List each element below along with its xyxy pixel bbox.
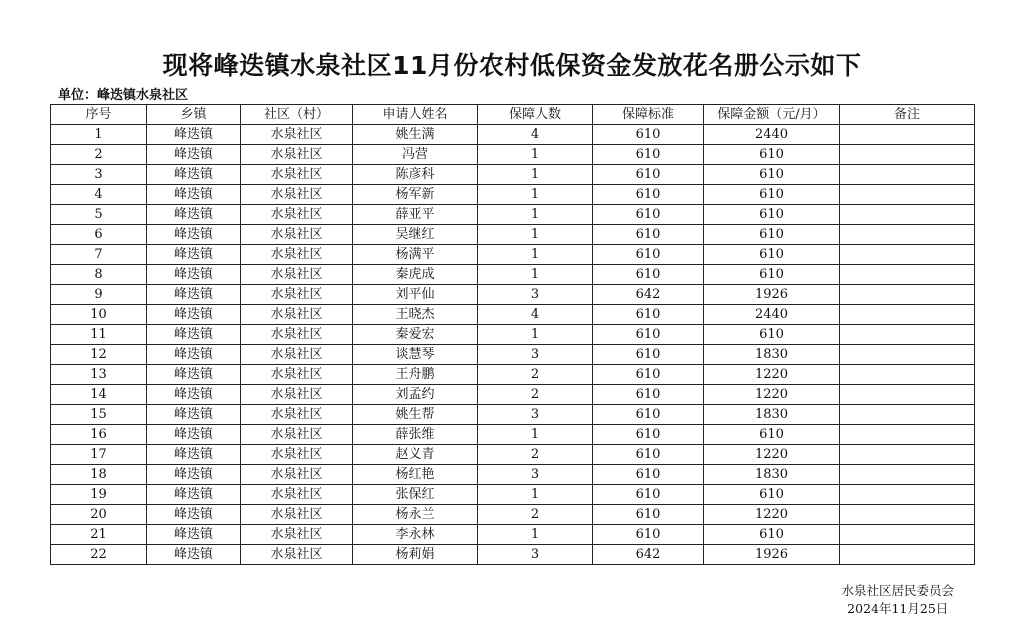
table-row — [51, 325, 975, 345]
cell-amount: 1830 — [704, 465, 840, 485]
cell-index: 11 — [51, 325, 147, 345]
cell-index: 1 — [51, 125, 147, 145]
cell-standard: 610 — [593, 165, 704, 185]
cell-amount: 2440 — [704, 125, 840, 145]
cell-community: 水泉社区 — [241, 345, 353, 365]
table-row — [51, 445, 975, 465]
cell-standard: 610 — [593, 365, 704, 385]
cell-amount: 1926 — [704, 545, 840, 565]
cell-community: 水泉社区 — [241, 425, 353, 445]
cell-index: 6 — [51, 225, 147, 245]
cell-amount: 610 — [704, 525, 840, 545]
cell-standard: 610 — [593, 185, 704, 205]
cell-standard: 610 — [593, 325, 704, 345]
page-title: 现将峰迭镇水泉社区11月份农村低保资金发放花名册公示如下 — [162, 51, 862, 80]
cell-standard: 642 — [593, 545, 704, 565]
cell-people: 1 — [478, 525, 593, 545]
cell-remark — [840, 145, 975, 165]
table-row — [51, 305, 975, 325]
cell-community: 水泉社区 — [241, 485, 353, 505]
unit-value: 峰迭镇水泉社区 — [97, 88, 189, 103]
cell-town: 峰迭镇 — [147, 185, 241, 205]
col-header-applicant: 申请人姓名 — [353, 105, 478, 125]
cell-index: 7 — [51, 245, 147, 265]
cell-applicant: 姚生帮 — [353, 405, 478, 425]
cell-remark — [840, 245, 975, 265]
cell-community: 水泉社区 — [241, 185, 353, 205]
cell-town: 峰迭镇 — [147, 285, 241, 305]
cell-community: 水泉社区 — [241, 225, 353, 245]
cell-community: 水泉社区 — [241, 285, 353, 305]
cell-index: 9 — [51, 285, 147, 305]
cell-standard: 610 — [593, 485, 704, 505]
table-row — [51, 525, 975, 545]
cell-amount: 1220 — [704, 365, 840, 385]
table-row — [51, 485, 975, 505]
cell-index: 5 — [51, 205, 147, 225]
footer-date: 2024年11月25日 — [847, 601, 949, 616]
table-row — [51, 145, 975, 165]
cell-community: 水泉社区 — [241, 265, 353, 285]
cell-index: 16 — [51, 425, 147, 445]
cell-community: 水泉社区 — [241, 305, 353, 325]
cell-applicant: 赵义青 — [353, 445, 478, 465]
cell-people: 1 — [478, 145, 593, 165]
table-row — [51, 285, 975, 305]
cell-index: 8 — [51, 265, 147, 285]
cell-people: 1 — [478, 225, 593, 245]
cell-applicant: 王晓杰 — [353, 305, 478, 325]
cell-applicant: 杨永兰 — [353, 505, 478, 525]
cell-remark — [840, 465, 975, 485]
cell-community: 水泉社区 — [241, 165, 353, 185]
table-row — [51, 205, 975, 225]
col-header-people: 保障人数 — [478, 105, 593, 125]
cell-remark — [840, 265, 975, 285]
cell-people: 1 — [478, 325, 593, 345]
cell-town: 峰迭镇 — [147, 165, 241, 185]
cell-standard: 610 — [593, 225, 704, 245]
cell-people: 1 — [478, 205, 593, 225]
cell-standard: 610 — [593, 445, 704, 465]
cell-remark — [840, 205, 975, 225]
cell-town: 峰迭镇 — [147, 245, 241, 265]
col-header-town: 乡镇 — [147, 105, 241, 125]
cell-remark — [840, 425, 975, 445]
cell-remark — [840, 285, 975, 305]
cell-town: 峰迭镇 — [147, 365, 241, 385]
cell-standard: 610 — [593, 525, 704, 545]
unit-line — [58, 84, 188, 103]
cell-amount: 610 — [704, 325, 840, 345]
cell-community: 水泉社区 — [241, 405, 353, 425]
cell-applicant: 秦爱宏 — [353, 325, 478, 345]
cell-remark — [840, 125, 975, 145]
cell-amount: 610 — [704, 165, 840, 185]
cell-town: 峰迭镇 — [147, 325, 241, 345]
cell-amount: 610 — [704, 425, 840, 445]
cell-community: 水泉社区 — [241, 145, 353, 165]
cell-people: 1 — [478, 245, 593, 265]
cell-town: 峰迭镇 — [147, 445, 241, 465]
cell-applicant: 杨莉娟 — [353, 545, 478, 565]
cell-standard: 610 — [593, 305, 704, 325]
table-row — [51, 545, 975, 565]
cell-town: 峰迭镇 — [147, 345, 241, 365]
cell-town: 峰迭镇 — [147, 385, 241, 405]
cell-applicant: 王舟鹏 — [353, 365, 478, 385]
roster-table — [50, 104, 975, 565]
cell-applicant: 张保红 — [353, 485, 478, 505]
cell-people: 1 — [478, 485, 593, 505]
cell-town: 峰迭镇 — [147, 265, 241, 285]
cell-people: 2 — [478, 445, 593, 465]
cell-town: 峰迭镇 — [147, 505, 241, 525]
table-row — [51, 265, 975, 285]
cell-applicant: 吴继红 — [353, 225, 478, 245]
col-header-amount: 保障金额（元/月） — [704, 105, 840, 125]
cell-applicant: 杨军新 — [353, 185, 478, 205]
cell-standard: 610 — [593, 205, 704, 225]
cell-remark — [840, 325, 975, 345]
col-header-community: 社区（村） — [241, 105, 353, 125]
cell-people: 3 — [478, 285, 593, 305]
cell-people: 3 — [478, 345, 593, 365]
cell-applicant: 薛张维 — [353, 425, 478, 445]
cell-standard: 610 — [593, 145, 704, 165]
cell-amount: 1220 — [704, 385, 840, 405]
cell-community: 水泉社区 — [241, 245, 353, 265]
cell-applicant: 李永林 — [353, 525, 478, 545]
cell-applicant: 冯营 — [353, 145, 478, 165]
footer-org: 水泉社区居民委员会 — [841, 583, 954, 598]
cell-applicant: 薛亚平 — [353, 205, 478, 225]
cell-applicant: 姚生满 — [353, 125, 478, 145]
cell-remark — [840, 225, 975, 245]
cell-remark — [840, 385, 975, 405]
cell-people: 1 — [478, 265, 593, 285]
table-row — [51, 505, 975, 525]
cell-community: 水泉社区 — [241, 325, 353, 345]
cell-amount: 610 — [704, 485, 840, 505]
cell-standard: 610 — [593, 385, 704, 405]
cell-remark — [840, 405, 975, 425]
table-row — [51, 425, 975, 445]
footer-signature — [841, 582, 954, 618]
cell-amount: 1830 — [704, 405, 840, 425]
cell-applicant: 杨满平 — [353, 245, 478, 265]
cell-community: 水泉社区 — [241, 385, 353, 405]
cell-index: 13 — [51, 365, 147, 385]
cell-town: 峰迭镇 — [147, 425, 241, 445]
cell-standard: 610 — [593, 345, 704, 365]
cell-index: 3 — [51, 165, 147, 185]
cell-standard: 610 — [593, 265, 704, 285]
cell-index: 21 — [51, 525, 147, 545]
cell-applicant: 陈彦科 — [353, 165, 478, 185]
cell-remark — [840, 365, 975, 385]
cell-amount: 610 — [704, 185, 840, 205]
cell-remark — [840, 305, 975, 325]
cell-applicant: 杨红艳 — [353, 465, 478, 485]
table-header-row — [51, 105, 975, 125]
cell-index: 20 — [51, 505, 147, 525]
cell-amount: 1220 — [704, 445, 840, 465]
cell-town: 峰迭镇 — [147, 225, 241, 245]
cell-index: 17 — [51, 445, 147, 465]
table-row — [51, 405, 975, 425]
cell-town: 峰迭镇 — [147, 205, 241, 225]
cell-people: 2 — [478, 505, 593, 525]
cell-town: 峰迭镇 — [147, 525, 241, 545]
cell-index: 4 — [51, 185, 147, 205]
cell-remark — [840, 345, 975, 365]
cell-community: 水泉社区 — [241, 365, 353, 385]
cell-index: 14 — [51, 385, 147, 405]
cell-applicant: 谈慧琴 — [353, 345, 478, 365]
cell-people: 4 — [478, 305, 593, 325]
cell-community: 水泉社区 — [241, 205, 353, 225]
cell-town: 峰迭镇 — [147, 145, 241, 165]
cell-standard: 610 — [593, 465, 704, 485]
cell-town: 峰迭镇 — [147, 485, 241, 505]
cell-town: 峰迭镇 — [147, 465, 241, 485]
cell-index: 12 — [51, 345, 147, 365]
cell-community: 水泉社区 — [241, 465, 353, 485]
cell-amount: 610 — [704, 265, 840, 285]
cell-amount: 610 — [704, 205, 840, 225]
cell-amount: 1220 — [704, 505, 840, 525]
col-header-remark: 备注 — [840, 105, 975, 125]
cell-town: 峰迭镇 — [147, 305, 241, 325]
cell-applicant: 刘平仙 — [353, 285, 478, 305]
cell-index: 19 — [51, 485, 147, 505]
unit-label: 单位： — [58, 88, 98, 103]
table-row — [51, 165, 975, 185]
cell-amount: 610 — [704, 145, 840, 165]
col-header-index: 序号 — [51, 105, 147, 125]
cell-amount: 610 — [704, 245, 840, 265]
cell-community: 水泉社区 — [241, 545, 353, 565]
cell-people: 3 — [478, 465, 593, 485]
cell-remark — [840, 165, 975, 185]
table-row — [51, 185, 975, 205]
cell-index: 15 — [51, 405, 147, 425]
cell-remark — [840, 545, 975, 565]
cell-standard: 642 — [593, 285, 704, 305]
table-row — [51, 225, 975, 245]
cell-remark — [840, 525, 975, 545]
cell-amount: 1926 — [704, 285, 840, 305]
cell-people: 2 — [478, 385, 593, 405]
table-body — [51, 125, 975, 565]
cell-remark — [840, 505, 975, 525]
cell-index: 18 — [51, 465, 147, 485]
table-row — [51, 365, 975, 385]
cell-index: 10 — [51, 305, 147, 325]
cell-town: 峰迭镇 — [147, 545, 241, 565]
cell-community: 水泉社区 — [241, 525, 353, 545]
cell-people: 2 — [478, 365, 593, 385]
cell-people: 1 — [478, 165, 593, 185]
cell-people: 4 — [478, 125, 593, 145]
cell-standard: 610 — [593, 405, 704, 425]
table-row — [51, 385, 975, 405]
table-row — [51, 125, 975, 145]
cell-people: 1 — [478, 425, 593, 445]
cell-community: 水泉社区 — [241, 505, 353, 525]
cell-amount: 610 — [704, 225, 840, 245]
cell-community: 水泉社区 — [241, 445, 353, 465]
cell-community: 水泉社区 — [241, 125, 353, 145]
cell-remark — [840, 485, 975, 505]
cell-remark — [840, 185, 975, 205]
cell-town: 峰迭镇 — [147, 405, 241, 425]
table-row — [51, 245, 975, 265]
cell-standard: 610 — [593, 245, 704, 265]
cell-applicant: 秦虎成 — [353, 265, 478, 285]
cell-index: 22 — [51, 545, 147, 565]
cell-index: 2 — [51, 145, 147, 165]
cell-standard: 610 — [593, 425, 704, 445]
cell-standard: 610 — [593, 125, 704, 145]
cell-amount: 2440 — [704, 305, 840, 325]
cell-people: 3 — [478, 405, 593, 425]
cell-people: 1 — [478, 185, 593, 205]
cell-applicant: 刘孟约 — [353, 385, 478, 405]
cell-remark — [840, 445, 975, 465]
cell-amount: 1830 — [704, 345, 840, 365]
cell-standard: 610 — [593, 505, 704, 525]
cell-town: 峰迭镇 — [147, 125, 241, 145]
col-header-standard: 保障标准 — [593, 105, 704, 125]
cell-people: 3 — [478, 545, 593, 565]
table-row — [51, 345, 975, 365]
table-row — [51, 465, 975, 485]
